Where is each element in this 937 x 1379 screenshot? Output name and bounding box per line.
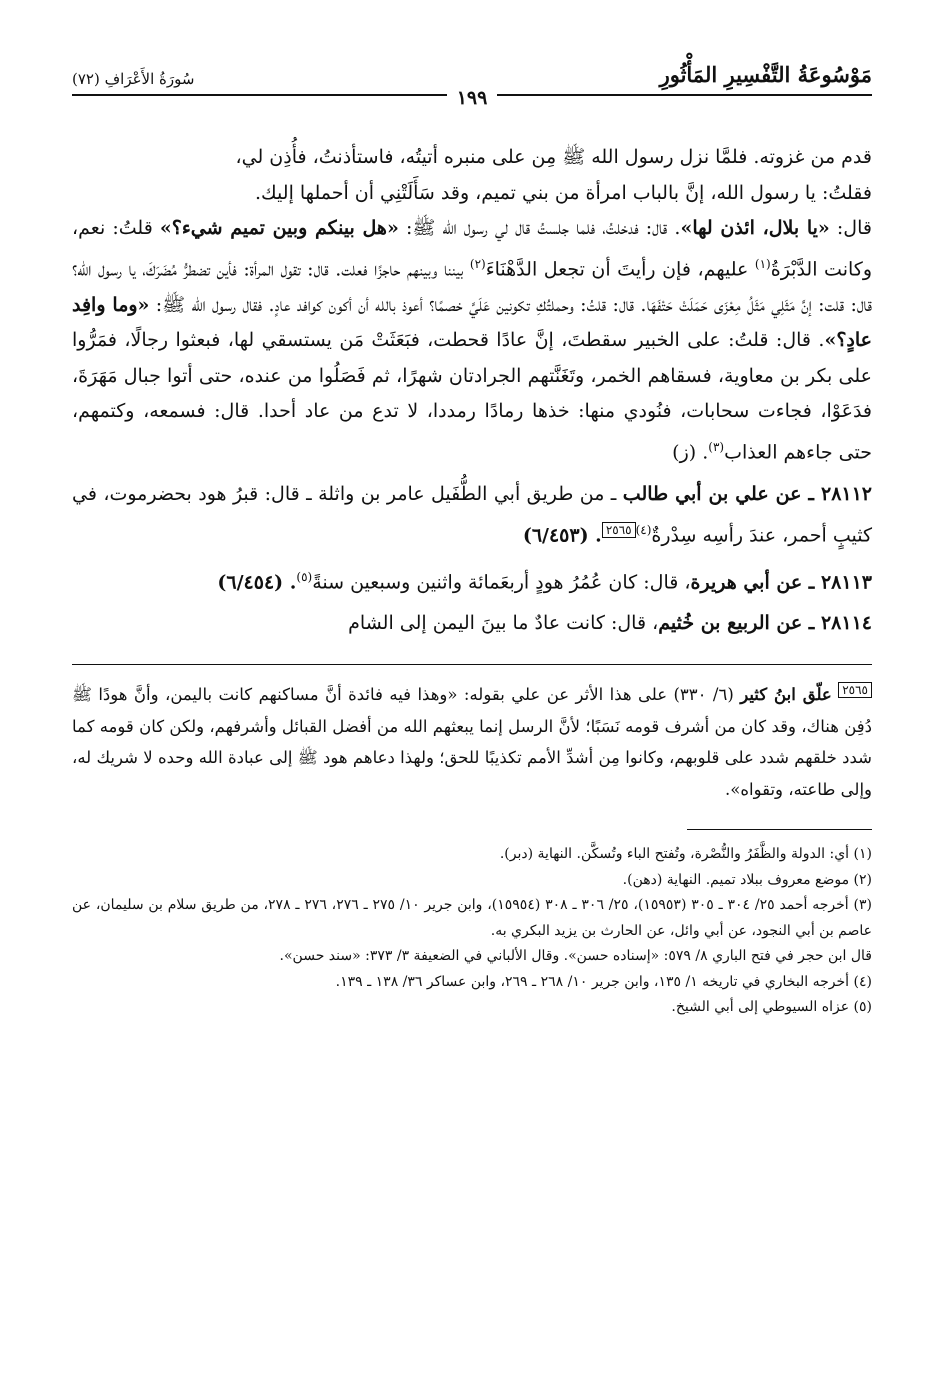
text-line: فقلتُ: يا رسول الله، إنَّ بالباب امرأة من بني تميم، وقد سَأَلَتْنِي أن أحملها إليك. xyxy=(255,181,872,204)
volume-ref: . (٦/٤٥٤) xyxy=(217,570,297,593)
footnote: (٢) موضع معروف ببلاد تميم. النهاية (دهن). xyxy=(622,871,872,888)
prophet-quote: «وما وافِد عادٍ؟» xyxy=(72,293,872,352)
entry-number: ٢٨١١٤ xyxy=(820,612,872,635)
book-title: مَوْسُوعَةُ التَّفْسِيرِ المَأْثُورِ xyxy=(659,62,872,87)
main-text xyxy=(72,140,872,642)
footnote: (١) أي: الدولة والظَّفَرُ والنُّصْرة، وتُفتح الباء وتُسكَّن. النهاية (دبر). xyxy=(499,846,872,863)
athar-entry: ٢٨١١٤ ـ عن الربيع بن خُثيم، قال: كانت عادٌ ما بينَ اليمن إلى الشام xyxy=(348,612,872,635)
narrator-name: ـ عن علي بن أبي طالب xyxy=(622,483,821,505)
text-line: قدم من غزوته. فلمَّا نزل رسول الله ﷺ مِن على منبره أتيتُه، فاستأذنتُ، فأُذِن لي، xyxy=(235,146,872,168)
footnote-marker[interactable]: (٤) xyxy=(635,522,652,537)
surah-label: سُورَةُ الأَعْرَافِ (٧٢) xyxy=(72,70,195,88)
footnotes xyxy=(72,842,872,1021)
athar-entry: ٢٨١١٣ ـ عن أبي هريرة، قال: كان عُمُرُ هودٍ أربعَمائة واثنين وسبعين سنةً$^{(٥)}$. (٦/٤٥٤) xyxy=(217,569,872,593)
footnote-separator xyxy=(687,829,872,830)
narrator-name: ـ عن أبي هريرة xyxy=(690,570,821,593)
commentary-block xyxy=(72,679,872,805)
footnote: (٣) أخرجه أحمد ٢٥/ ٣٠٤ ـ ٣٠٥ (١٥٩٥٣)، ٢٥/ ٣٠٦ ـ ٣٠٨ (١٥٩٥٤)، وابن جرير ١٠/ ٢٧٥ ـ ٢٧٦، ٢٧٦ ـ ٢٧٨، من طريق سلام بن سليمان، عن عاصم بن أبي النجود، عن أبي وائل، عن الحارث بن يزيد البكري به. xyxy=(72,897,872,939)
narration-paragraph: قال: «يا بلال، ائذن لها». قال: فدخلتُ، فلما جلستُ قال لي رسول الله ﷺ: «هل بينكم وبين تميم شيء؟» قلتُ: نعم، وكانت الدَّبْرَةُ$^{(١)}$ عليهم، فإن رأيتَ أن تجعل الدَّهْنَاءَ$^{(٢)}$ بيننا وبينهم حاجزًا فعلت. قال: تقول المرأة: فأين تضطرُّ مُضَرَكَ، يا رسول الله؟ قال: قلت: إنَّ مَثَلِي مَثَلُ مِعْزَى حَمَلَتْ حَتْفَهَا. قال: قلتُ: وحملتُكِ تكونين عَلَيَّ خصمًا؟ أعوذ بالله أن أكون كوافد عادٍ. فقال رسول الله ﷺ: «وما وافِد عادٍ؟». قال: قلتُ: على الخبير سقطتَ، إنَّ عادًا قحطت، فبَعَثَتْ مَن يستسقي لها، فبعثوا رجالًا، فمَرُّوا على بكر بن معاوية، فسقاهم الخمر، وتَغَنَّتهم الجرادتان شهرًا، ثم فَصَلُوا من عنده، حتى أتوا جبال مَهَرَةَ، فدَعَوْا، فجاءت سحابات، فنُودي منها: خذها رمادًا رمددا، لا تدع من عاد أحدا. قال: فسمعه، وكتمهم، حتى جاءهم العذاب$^{(٣)}$. (ز) xyxy=(72,217,872,464)
prophet-quote: «هل بينكم وبين تميم شيء؟» xyxy=(159,217,399,240)
volume-ref: . (٦/٤٥٣) xyxy=(522,523,602,546)
comment-separator xyxy=(72,664,872,665)
footnote-marker[interactable]: (٣) xyxy=(708,440,725,455)
athar-entry: ٢٨١١٢ ـ عن علي بن أبي طالب ـ من طريق أبي الطُّفَيل عامر بن واثلة ـ قال: قبرُ هود بحضرموت، في كثيبٍ أحمر، عندَ رأسِه سِدْرةٌ$^{(٤)}$٢٥٦٥. (٦/٤٥٣) xyxy=(72,483,873,546)
narrator-name: ـ عن الربيع بن خُثيم xyxy=(658,612,821,635)
entry-number: ٢٨١١٢ xyxy=(820,483,873,505)
commentary-lead: علّق ابنُ كثير xyxy=(740,685,832,705)
footnote: (٤) أخرجه البخاري في تاريخه ١/ ١٣٥، وابن جرير ١٠/ ٢٦٨ ـ ٢٦٩، وابن عساكر ٣٦/ ١٣٨ ـ ١٣٩. xyxy=(335,973,872,990)
footnote: قال ابن حجر في فتح الباري ٨/ ٥٧٩: «إسناده حسن». وقال الألباني في الضعيفة ٣/ ٣٧٣: «سند حسن». xyxy=(279,948,872,965)
prophet-quote: «يا بلال، ائذن لها» xyxy=(680,217,830,240)
footnote: (٥) عزاه السيوطي إلى أبي الشيخ. xyxy=(671,999,872,1016)
footnote-marker[interactable]: (٢) xyxy=(469,256,486,271)
book-page xyxy=(72,60,872,1360)
comment-ref-box: ٢٥٦٥ xyxy=(838,682,872,698)
entry-number: ٢٨١١٣ xyxy=(820,570,872,593)
commentary-text: (٦/ ٣٣٠) على هذا الأثر عن علي بقوله: «وهذا فيه فائدة أنَّ مساكنهم كانت باليمن، وأنَّ هودًا ﷺ دُفِن هناك، وقد كان من أشرف قومه نَسَبًا؛ لأنَّ الرسل إنما يبعثهم الله من أفضل القبائل وأشرفهم، ولكن كان قومه كما شدد خلقهم شدد على قلوبهم، وكانوا مِن أشدِّ الأمم تكذيبًا للحق؛ ولهذا دعاهم هود ﷺ إلى عبادة الله وحده لا شريك له، وإلى طاعته، وتقواه». xyxy=(72,685,872,799)
footnote-marker[interactable]: (١) xyxy=(754,256,771,271)
comment-ref-box[interactable]: ٢٥٦٥ xyxy=(602,522,636,538)
footnote-marker[interactable]: (٥) xyxy=(296,569,313,584)
page-number: ١٩٩ xyxy=(447,87,498,109)
page-header xyxy=(72,60,872,109)
